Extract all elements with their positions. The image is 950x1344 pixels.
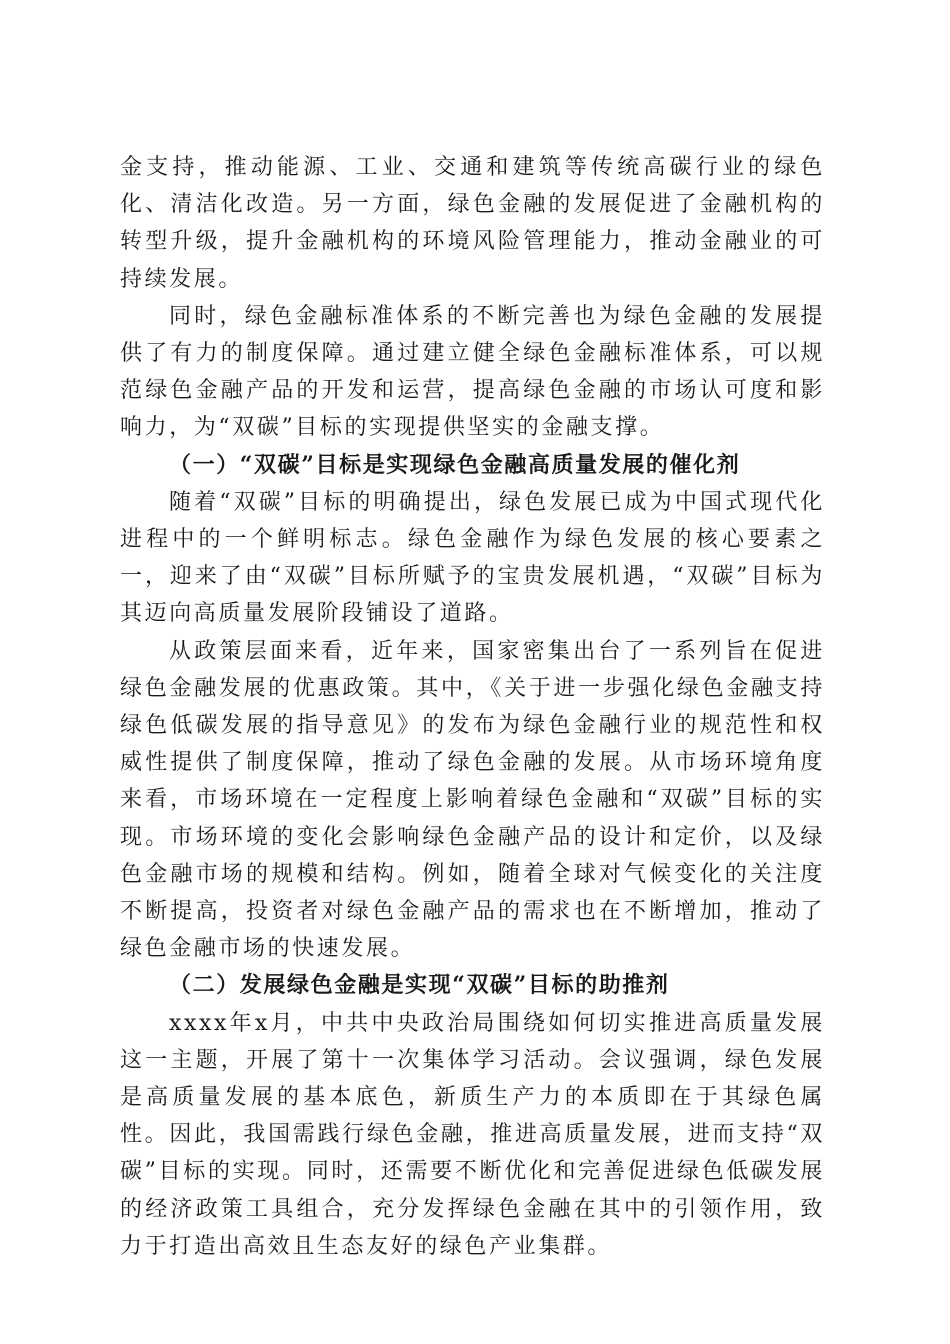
paragraph-policy-market: 从政策层面来看，近年来，国家密集出台了一系列旨在促进绿色金融发展的优惠政策。其中，《关于进一步强化绿色金融支持绿色低碳发展的指导意见》的发布为绿色金融行业的规范性和权威性提供了制度保障，推动了绿色金融的发展。从市场环境角度来看，市场环境在一定程度上影响着绿色金融和“双碳”目标的实现。市场环境的变化会影响绿色金融产品的设计和定价，以及绿色金融市场的规模和结构。例如，随着全球对气候变化的关注度不断提高，投资者对绿色金融产品的需求也在不断增加，推动了绿色金融市场的快速发展。: [120, 638, 825, 962]
section-heading-2: （二）发展绿色金融是实现“双碳”目标的助推剂: [169, 972, 670, 999]
paragraph-green-finance-standards: 同时，绿色金融标准体系的不断完善也为绿色金融的发展提供了有力的制度保障。通过建立健全绿色金融标准体系，可以规范绿色金融产品的开发和运营，提高绿色金融的市场认可度和影响力，为“双碳”目标的实现提供坚实的金融支撑。: [120, 303, 825, 441]
paragraph-continuation: 金支持，推动能源、工业、交通和建筑等传统高碳行业的绿色化、清洁化改造。另一方面，绿色金融的发展促进了金融机构的转型升级，提升金融机构的环境风险管理能力，推动金融业的可持续发展。: [120, 155, 825, 292]
document-page: [120, 149, 825, 1265]
paragraph-dual-carbon-goal: 随着“双碳”目标的明确提出，绿色发展已成为中国式现代化进程中的一个鲜明标志。绿色金融作为绿色发展的核心要素之一，迎来了由“双碳”目标所赋予的宝贵发展机遇，“双碳”目标为其迈向高质量发展阶段铺设了道路。: [120, 489, 825, 627]
section-heading-1: （一）“双碳”目标是实现绿色金融高质量发展的催化剂: [169, 451, 741, 478]
paragraph-high-quality-development: xxxx年x月，中共中央政治局围绕如何切实推进高质量发展这一主题，开展了第十一次集体学习活动。会议强调，绿色发展是高质量发展的基本底色，新质生产力的本质即在于其绿色属性。因此，我国需践行绿色金融，推进高质量发展，进而支持“双碳”目标的实现。同时，还需要不断优化和完善促进绿色低碳发展的经济政策工具组合，充分发挥绿色金融在其中的引领作用，致力于打造出高效且生态友好的绿色产业集群。: [120, 1010, 825, 1259]
